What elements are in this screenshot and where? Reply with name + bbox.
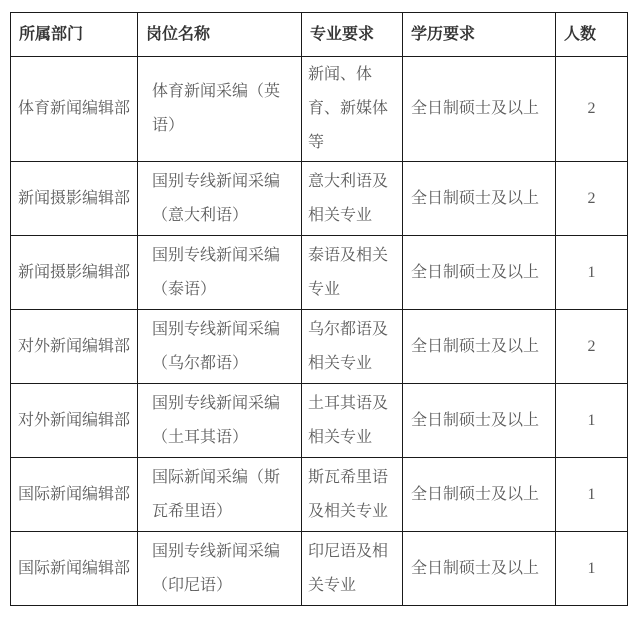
cell-position: 国际新闻采编（斯瓦希里语） (138, 458, 302, 532)
cell-major: 斯瓦希里语及相关专业 (302, 458, 403, 532)
cell-major: 乌尔都语及相关专业 (302, 310, 403, 384)
cell-department: 国际新闻编辑部 (11, 532, 138, 606)
cell-education: 全日制硕士及以上 (403, 236, 556, 310)
table-row (11, 57, 628, 162)
table-row (11, 236, 628, 310)
cell-position: 国别专线新闻采编（乌尔都语） (138, 310, 302, 384)
cell-count: 1 (556, 532, 628, 606)
cell-major: 意大利语及相关专业 (302, 162, 403, 236)
cell-department: 体育新闻编辑部 (11, 57, 138, 162)
cell-department: 对外新闻编辑部 (11, 384, 138, 458)
cell-position: 国别专线新闻采编（土耳其语） (138, 384, 302, 458)
cell-major: 土耳其语及相关专业 (302, 384, 403, 458)
cell-count: 1 (556, 384, 628, 458)
column-header-count: 人数 (556, 13, 628, 57)
cell-major: 印尼语及相关专业 (302, 532, 403, 606)
cell-department: 新闻摄影编辑部 (11, 162, 138, 236)
table-row (11, 310, 628, 384)
cell-position: 国别专线新闻采编（印尼语） (138, 532, 302, 606)
cell-department: 新闻摄影编辑部 (11, 236, 138, 310)
cell-department: 国际新闻编辑部 (11, 458, 138, 532)
column-header-education: 学历要求 (403, 13, 556, 57)
header-row (11, 13, 628, 57)
cell-education: 全日制硕士及以上 (403, 162, 556, 236)
cell-major: 新闻、体育、新媒体等 (302, 57, 403, 162)
column-header-position: 岗位名称 (138, 13, 302, 57)
cell-education: 全日制硕士及以上 (403, 458, 556, 532)
cell-position: 国别专线新闻采编（意大利语） (138, 162, 302, 236)
cell-department: 对外新闻编辑部 (11, 310, 138, 384)
table-row (11, 384, 628, 458)
cell-position: 国别专线新闻采编（泰语） (138, 236, 302, 310)
cell-major: 泰语及相关专业 (302, 236, 403, 310)
cell-education: 全日制硕士及以上 (403, 57, 556, 162)
table-row (11, 162, 628, 236)
cell-count: 2 (556, 310, 628, 384)
column-header-major: 专业要求 (302, 13, 403, 57)
cell-education: 全日制硕士及以上 (403, 384, 556, 458)
table-row (11, 532, 628, 606)
cell-education: 全日制硕士及以上 (403, 532, 556, 606)
table-row (11, 458, 628, 532)
recruitment-table (10, 12, 628, 606)
cell-count: 1 (556, 236, 628, 310)
cell-count: 1 (556, 458, 628, 532)
cell-count: 2 (556, 57, 628, 162)
cell-count: 2 (556, 162, 628, 236)
cell-education: 全日制硕士及以上 (403, 310, 556, 384)
column-header-department: 所属部门 (11, 13, 138, 57)
cell-position: 体育新闻采编（英语） (138, 57, 302, 162)
